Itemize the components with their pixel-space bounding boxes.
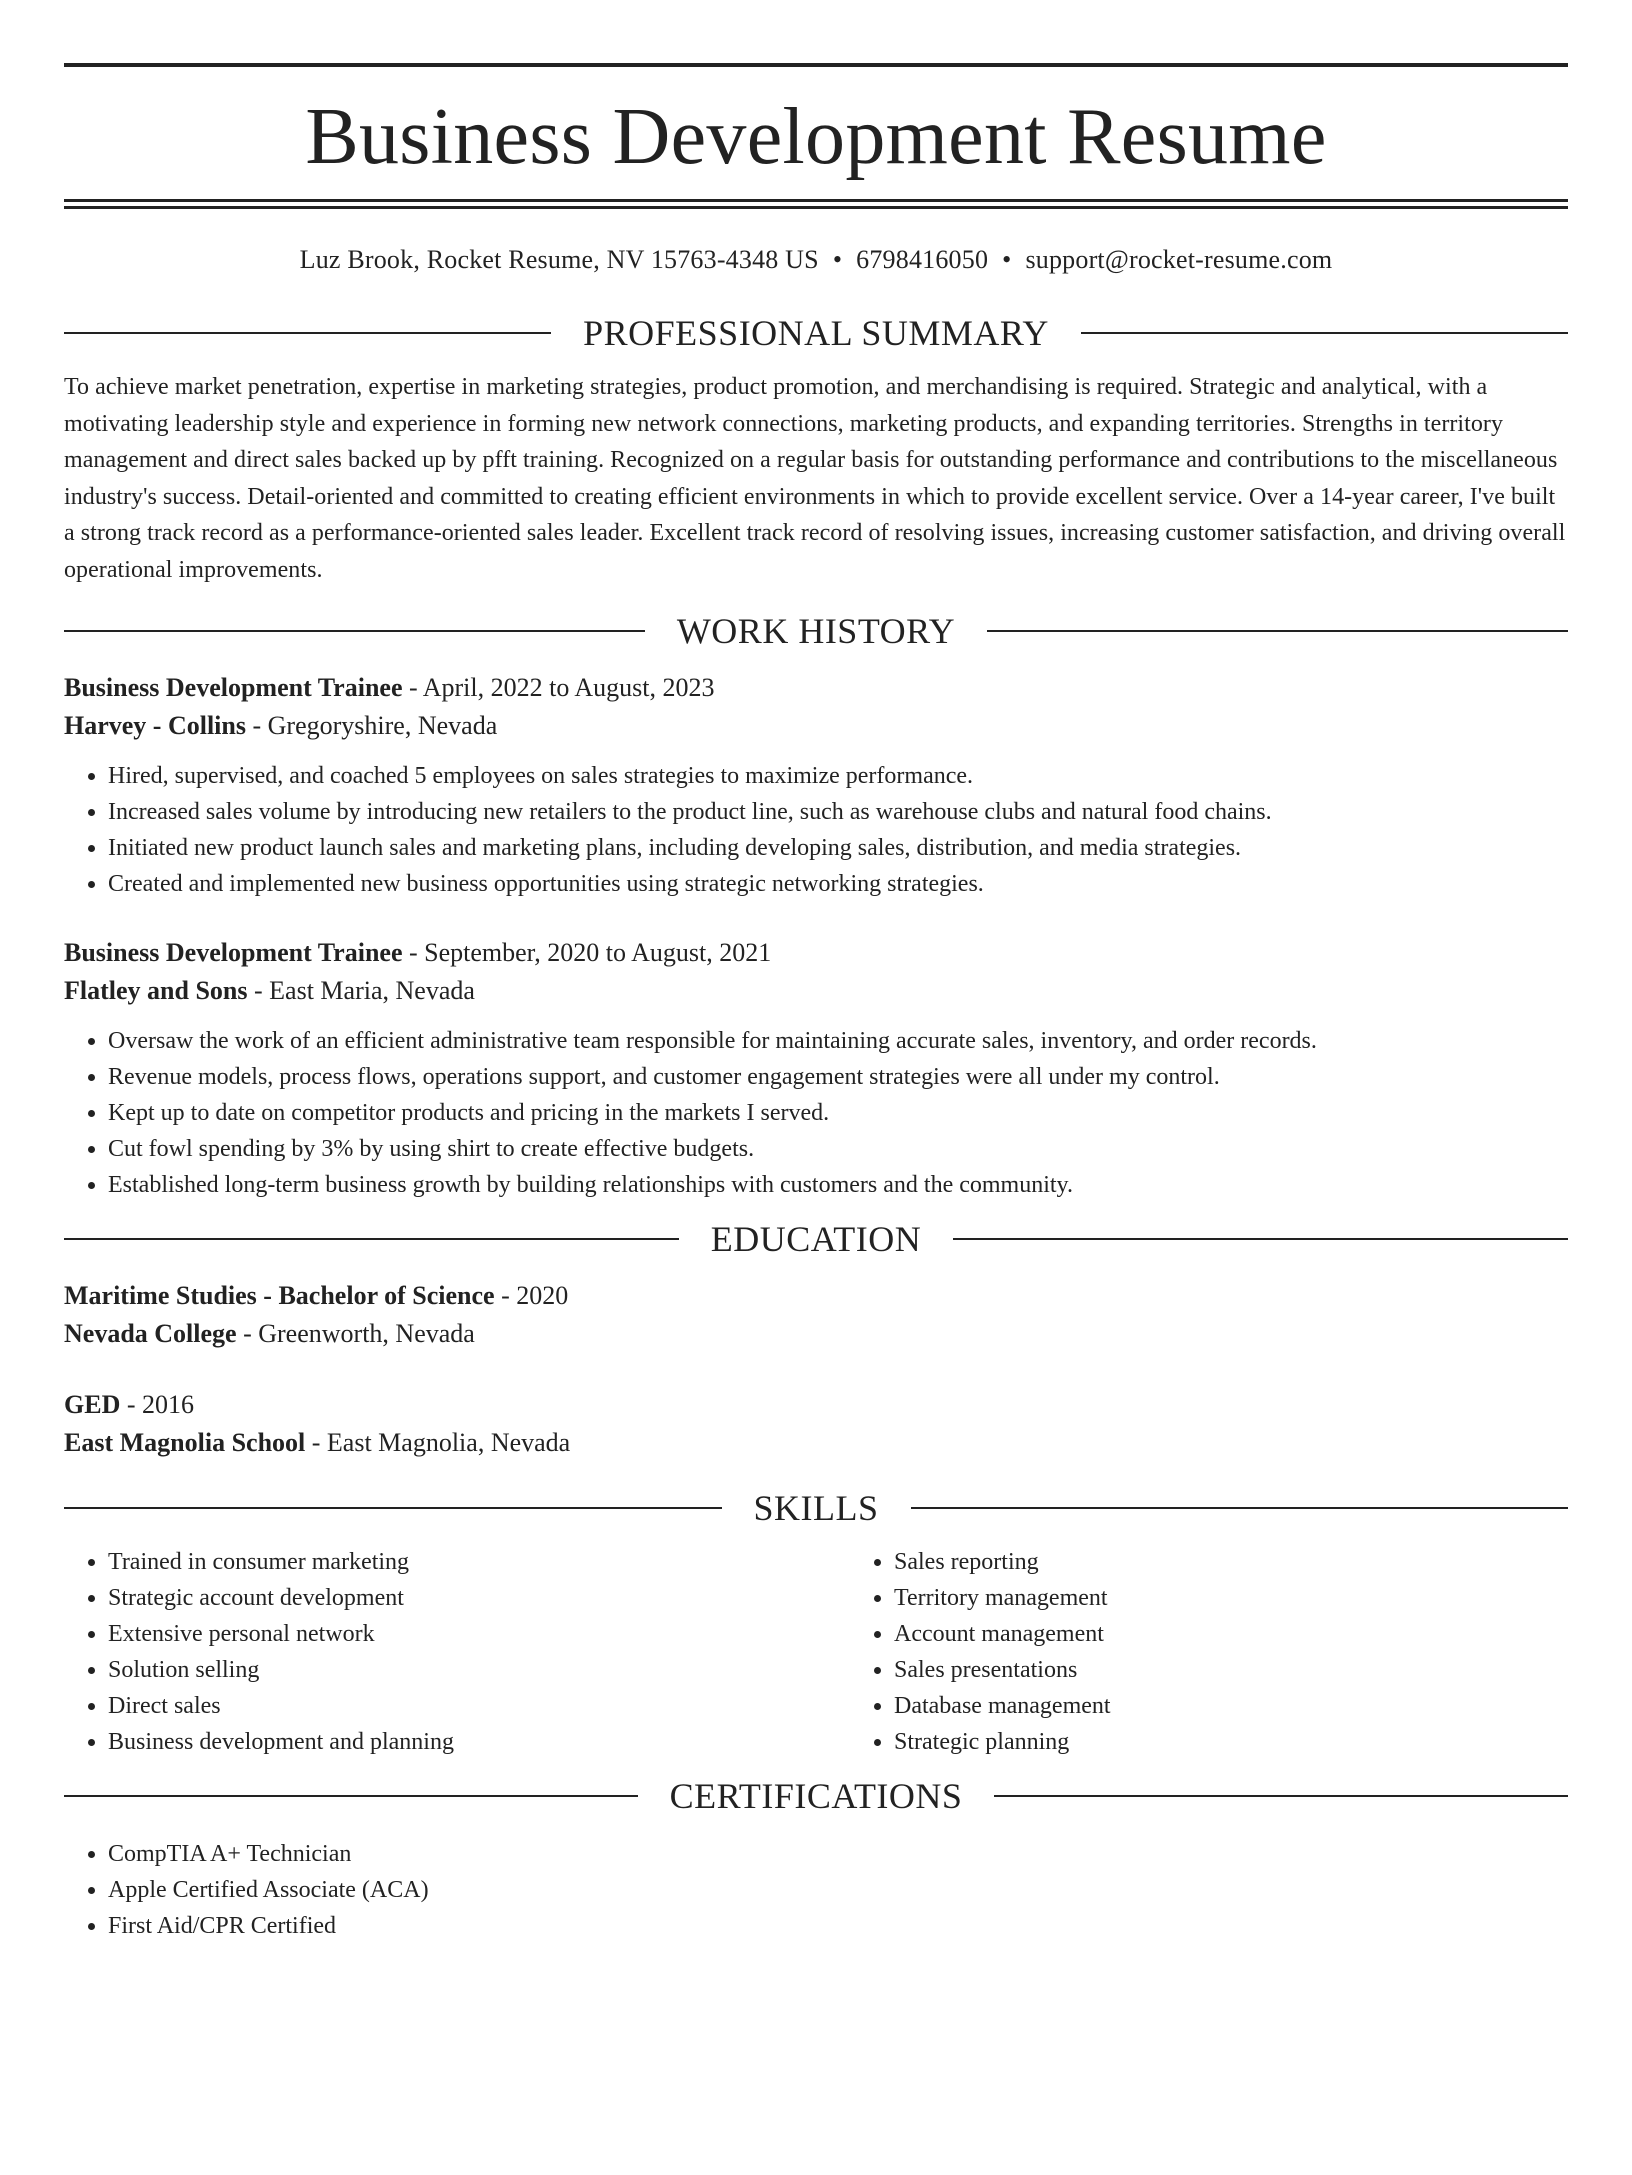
education-school-line — [64, 1424, 1568, 1462]
list-item: • Increased sales volume by introducing new retailers to the product line, such as warehouse clubs and natural food chains. — [108, 794, 1568, 830]
list-item: • Initiated new product launch sales and marketing plans, including developing sales, distribution, and media strategies. — [108, 830, 1568, 866]
heading-rule — [64, 332, 551, 334]
job-location: - Gregoryshire, Nevada — [246, 710, 498, 740]
list-item: • Sales reporting — [894, 1544, 1632, 1580]
job-location: - East Maria, Nevada — [247, 975, 475, 1005]
education-school: Nevada College — [64, 1318, 237, 1348]
contact-line — [64, 243, 1568, 277]
job-title-line — [64, 669, 1568, 707]
list-item: • Apple Certified Associate (ACA) — [108, 1872, 1568, 1908]
list-item: • Business development and planning — [108, 1724, 850, 1760]
certifications-list — [64, 1836, 1568, 1944]
section-title: WORK HISTORY — [676, 610, 956, 651]
list-item: • Territory management — [894, 1580, 1632, 1616]
heading-rule — [911, 1507, 1569, 1509]
list-item: • Sales presentations — [894, 1652, 1632, 1688]
job-entry — [64, 669, 1568, 902]
education-location: - Greenworth, Nevada — [236, 1318, 475, 1348]
summary-text: To achieve market penetration, expertise in marketing strategies, product promotion, and merchandising is required. Strategic and analytical, with a motivating leadership style and experience in forming new network connections, marketing products, and expanding territories. Strengths in territory management and direct sales backed up by pfft training. Recognized on a regular basis for outstanding performance and contributions to the miscellaneous industry's success. Detail-oriented and committed to creating efficient environments in which to provide excellent service. Over a 14-year career, I've built a strong track record as a performance-oriented sales leader. Excellent track record of resolving issues, increasing customer satisfaction, and driving overall operational improvements. — [64, 374, 1566, 583]
contact-separator: • — [1002, 245, 1012, 274]
list-item: • Kept up to date on competitor products and pricing in the markets I served. — [108, 1095, 1568, 1131]
list-item: • Extensive personal network — [108, 1616, 850, 1652]
heading-rule — [994, 1795, 1568, 1797]
title-double-rule — [64, 199, 1568, 209]
job-company-line — [64, 972, 1568, 1010]
job-dates: - September, 2020 to August, 2021 — [402, 937, 772, 967]
list-item: • CompTIA A+ Technician — [108, 1836, 1568, 1872]
list-item: • Hired, supervised, and coached 5 employees on sales strategies to maximize performance. — [108, 758, 1568, 794]
education-location: - East Magnolia, Nevada — [305, 1427, 571, 1457]
skills-columns — [64, 1544, 1568, 1760]
heading-rule — [64, 1795, 638, 1797]
heading-rule — [1081, 332, 1568, 334]
education-year: - 2016 — [120, 1389, 195, 1419]
section-heading-education — [64, 1217, 1568, 1261]
section-title: SKILLS — [753, 1487, 879, 1528]
job-company: Flatley and Sons — [64, 975, 248, 1005]
job-bullets — [64, 1023, 1568, 1203]
heading-rule — [64, 1238, 679, 1240]
resume-title: Business Development Resume — [305, 93, 1327, 181]
education-degree-line — [64, 1386, 1568, 1424]
list-item: • Direct sales — [108, 1688, 850, 1724]
list-item: • Cut fowl spending by 3% by using shirt to create effective budgets. — [108, 1131, 1568, 1167]
section-heading-work-history — [64, 609, 1568, 653]
list-item: • Oversaw the work of an efficient administrative team responsible for maintaining accurate sales, inventory, and order records. — [108, 1023, 1568, 1059]
job-company: Harvey - Collins — [64, 710, 246, 740]
skills-list-right — [850, 1544, 1632, 1760]
education-entry — [64, 1277, 1568, 1353]
heading-rule — [953, 1238, 1568, 1240]
list-item: • Solution selling — [108, 1652, 850, 1688]
section-heading-summary — [64, 311, 1568, 355]
education-school-line — [64, 1315, 1568, 1353]
job-entry — [64, 934, 1568, 1203]
section-heading-skills — [64, 1486, 1568, 1530]
heading-rule — [64, 1507, 722, 1509]
heading-rule — [987, 630, 1568, 632]
job-company-line — [64, 707, 1568, 745]
job-title: Business Development Trainee — [64, 937, 403, 967]
job-title-line — [64, 934, 1568, 972]
list-item: • First Aid/CPR Certified — [108, 1908, 1568, 1944]
job-title: Business Development Trainee — [64, 672, 403, 702]
job-bullets — [64, 758, 1568, 902]
contact-separator: • — [832, 245, 843, 274]
top-rule — [64, 63, 1568, 67]
education-degree-line — [64, 1277, 1568, 1315]
contact-address: Luz Brook, Rocket Resume, NV 15763-4348 US — [299, 245, 819, 274]
list-item: • Established long-term business growth by building relationships with customers and the community. — [108, 1167, 1568, 1203]
education-degree: GED — [64, 1389, 121, 1419]
list-item: • Trained in consumer marketing — [108, 1544, 850, 1580]
section-heading-certifications — [64, 1774, 1568, 1818]
list-item: • Created and implemented new business opportunities using strategic networking strategies. — [108, 866, 1568, 902]
education-school: East Magnolia School — [64, 1427, 306, 1457]
list-item: • Strategic account development — [108, 1580, 850, 1616]
job-dates: - April, 2022 to August, 2023 — [402, 672, 715, 702]
heading-rule — [64, 630, 645, 632]
education-entry — [64, 1386, 1568, 1462]
list-item: • Strategic planning — [894, 1724, 1632, 1760]
education-year: - 2020 — [494, 1280, 569, 1310]
contact-email: support@rocket-resume.com — [1025, 245, 1333, 274]
section-title: CERTIFICATIONS — [669, 1775, 963, 1816]
resume-page — [0, 63, 1632, 2175]
skills-list-left — [64, 1544, 850, 1760]
list-item: • Revenue models, process flows, operations support, and customer engagement strategies were all under my control. — [108, 1059, 1568, 1095]
section-title: PROFESSIONAL SUMMARY — [583, 313, 1049, 353]
section-title: EDUCATION — [710, 1218, 922, 1259]
list-item: • Database management — [894, 1688, 1632, 1724]
list-item: • Account management — [894, 1616, 1632, 1652]
education-degree: Maritime Studies - Bachelor of Science — [64, 1280, 495, 1310]
contact-phone: 6798416050 — [856, 245, 989, 274]
